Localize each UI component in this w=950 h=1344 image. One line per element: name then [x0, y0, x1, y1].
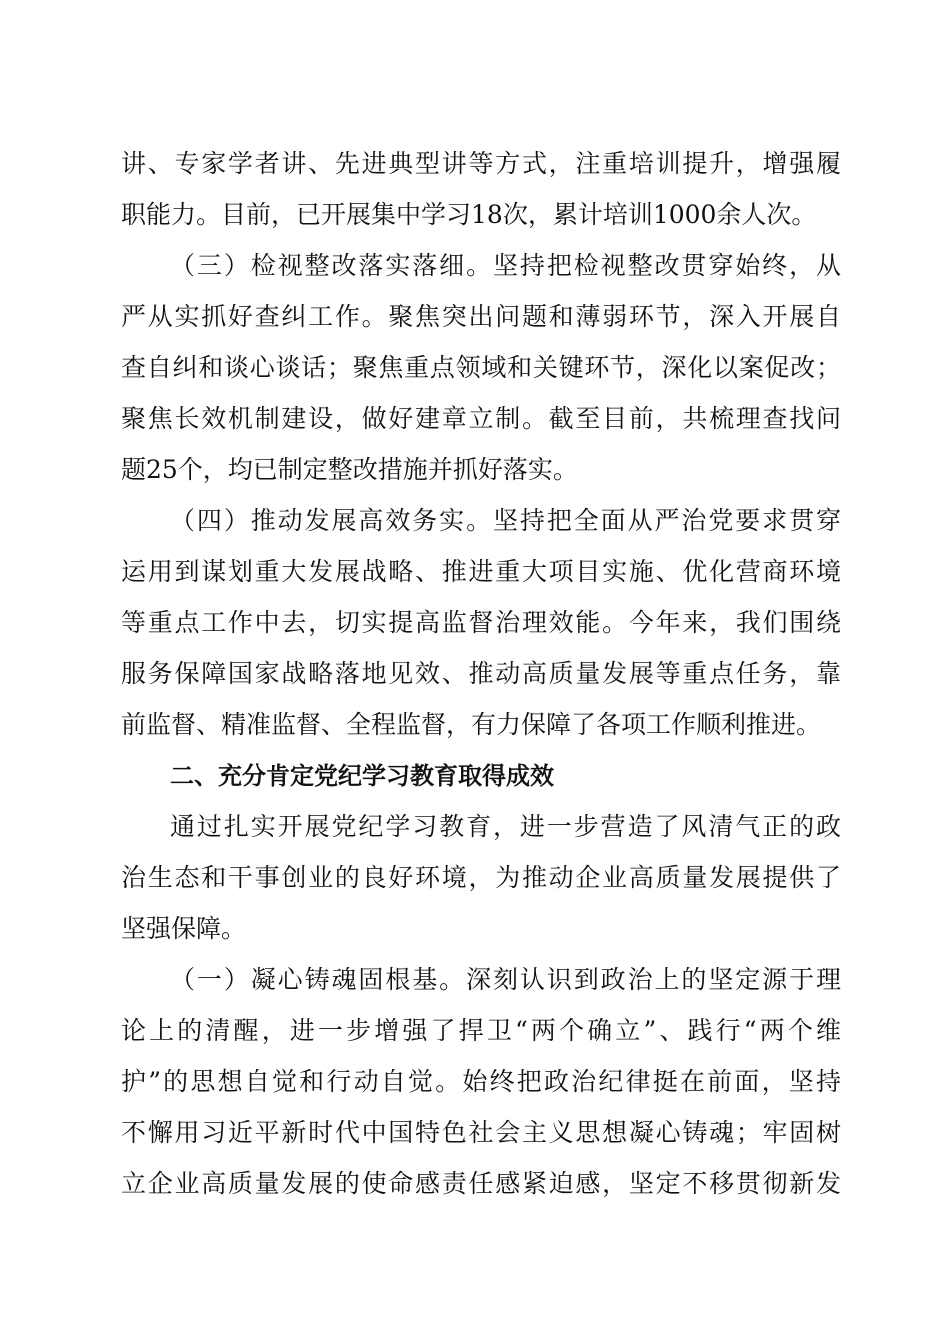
section-subheading-line: （一）凝心铸魂固根基。深刻认识到政治上的坚定源于理	[170, 965, 841, 994]
section-subheading-line: （四）推动发展高效务实。坚持把全面从严治党要求贯穿	[170, 506, 841, 535]
section-heading: 二、充分肯定党纪学习教育取得成效	[170, 762, 554, 790]
paragraph-line: 立企业高质量发展的使命感责任感紧迫感，坚定不移贯彻新发	[121, 1169, 841, 1198]
paragraph-line: 聚焦长效机制建设，做好建章立制。截至目前，共梳理查找问	[121, 404, 841, 433]
paragraph-line: 服务保障国家战略落地见效、推动高质量发展等重点任务，靠	[121, 659, 841, 688]
paragraph-line: 前监督、精准监督、全程监督，有力保障了各项工作顺利推进。	[121, 710, 822, 739]
paragraph-line: 讲、专家学者讲、先进典型讲等方式，注重培训提升，增强履	[121, 149, 841, 178]
paragraph-line: 护”的思想自觉和行动自觉。始终把政治纪律挺在前面，坚持	[121, 1067, 841, 1096]
paragraph-line: 坚强保障。	[121, 914, 247, 943]
paragraph-line: 严从实抓好查纠工作。聚焦突出问题和薄弱环节，深入开展自	[121, 302, 841, 331]
paragraph-line: 运用到谋划重大发展战略、推进重大项目实施、优化营商环境	[121, 557, 841, 586]
paragraph-line: 论上的清醒，进一步增强了捍卫“两个确立”、践行“两个维	[121, 1016, 841, 1045]
paragraph-line: 等重点工作中去，切实提高监督治理效能。今年来，我们围绕	[121, 608, 841, 637]
paragraph-line: 通过扎实开展党纪学习教育，进一步营造了风清气正的政	[170, 812, 841, 841]
paragraph-line: 题25个，均已制定整改措施并抓好落实。	[121, 455, 578, 484]
paragraph-line: 职能力。目前，已开展集中学习18次，累计培训1000余人次。	[121, 200, 817, 229]
paragraph-line: 查自纠和谈心谈话；聚焦重点领域和关键环节，深化以案促改；	[121, 353, 841, 382]
section-subheading-line: （三）检视整改落实落细。坚持把检视整改贯穿始终，从	[170, 251, 841, 280]
paragraph-line: 治生态和干事创业的良好环境，为推动企业高质量发展提供了	[121, 863, 841, 892]
paragraph-line: 不懈用习近平新时代中国特色社会主义思想凝心铸魂；牢固树	[121, 1118, 841, 1147]
